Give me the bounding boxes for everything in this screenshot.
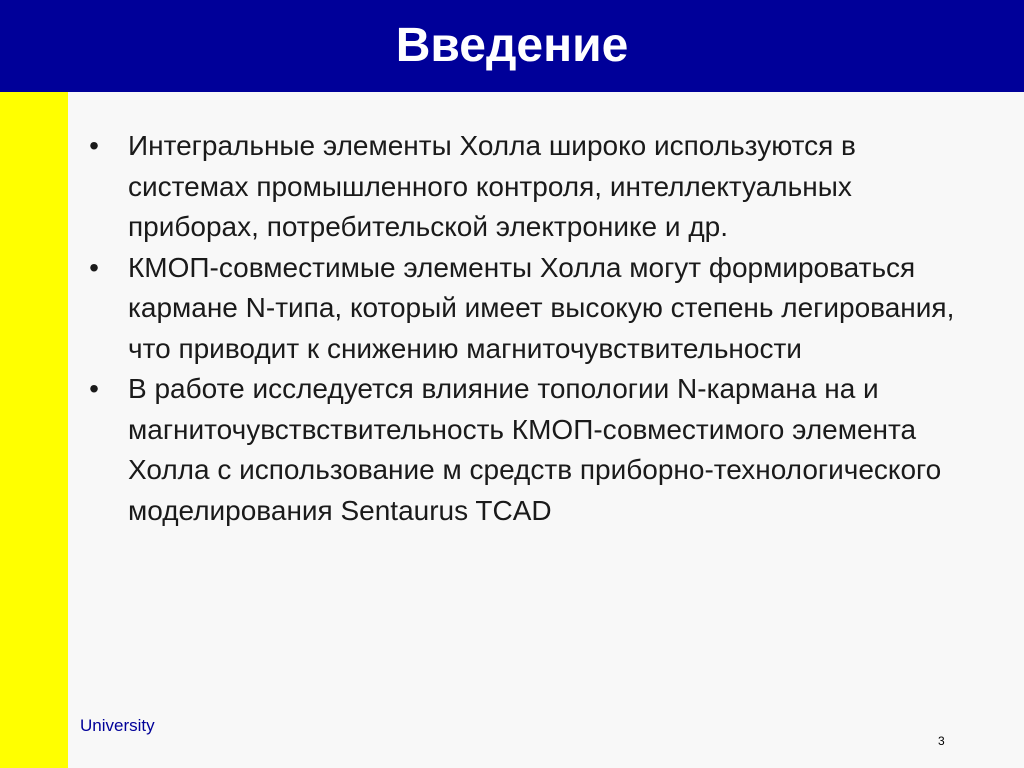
side-accent-bar xyxy=(0,92,68,768)
bullet-icon: • xyxy=(89,130,99,161)
bullet-text: КМОП-совместимые элементы Холла могут формироваться кармане N-типа, который имеет высокую степень легирования, что приводит к снижению магниточувствительности xyxy=(128,251,955,364)
bullet-item xyxy=(84,369,984,531)
bullet-list xyxy=(84,126,984,531)
bullet-icon: • xyxy=(89,373,99,404)
bullet-text: В работе исследуется влияние топологии N-кармана на и магниточувствствительность КМОП-совместимого элемента Холла с использование м средств приборно-технологического моделирования Sentaurus TCAD xyxy=(128,373,942,526)
bullet-item xyxy=(84,248,984,370)
page-number: 3 xyxy=(938,734,945,748)
bullet-item xyxy=(84,126,984,248)
slide-title: Введение xyxy=(395,19,629,72)
bullet-text: Интегральные элементы Холла широко используются в системах промышленного контроля, интеллектуальных приборах, потребительской электронике и др. xyxy=(128,130,856,242)
footer-label: University xyxy=(80,716,155,735)
bullet-icon: • xyxy=(89,251,99,283)
title-bar xyxy=(0,0,1024,92)
